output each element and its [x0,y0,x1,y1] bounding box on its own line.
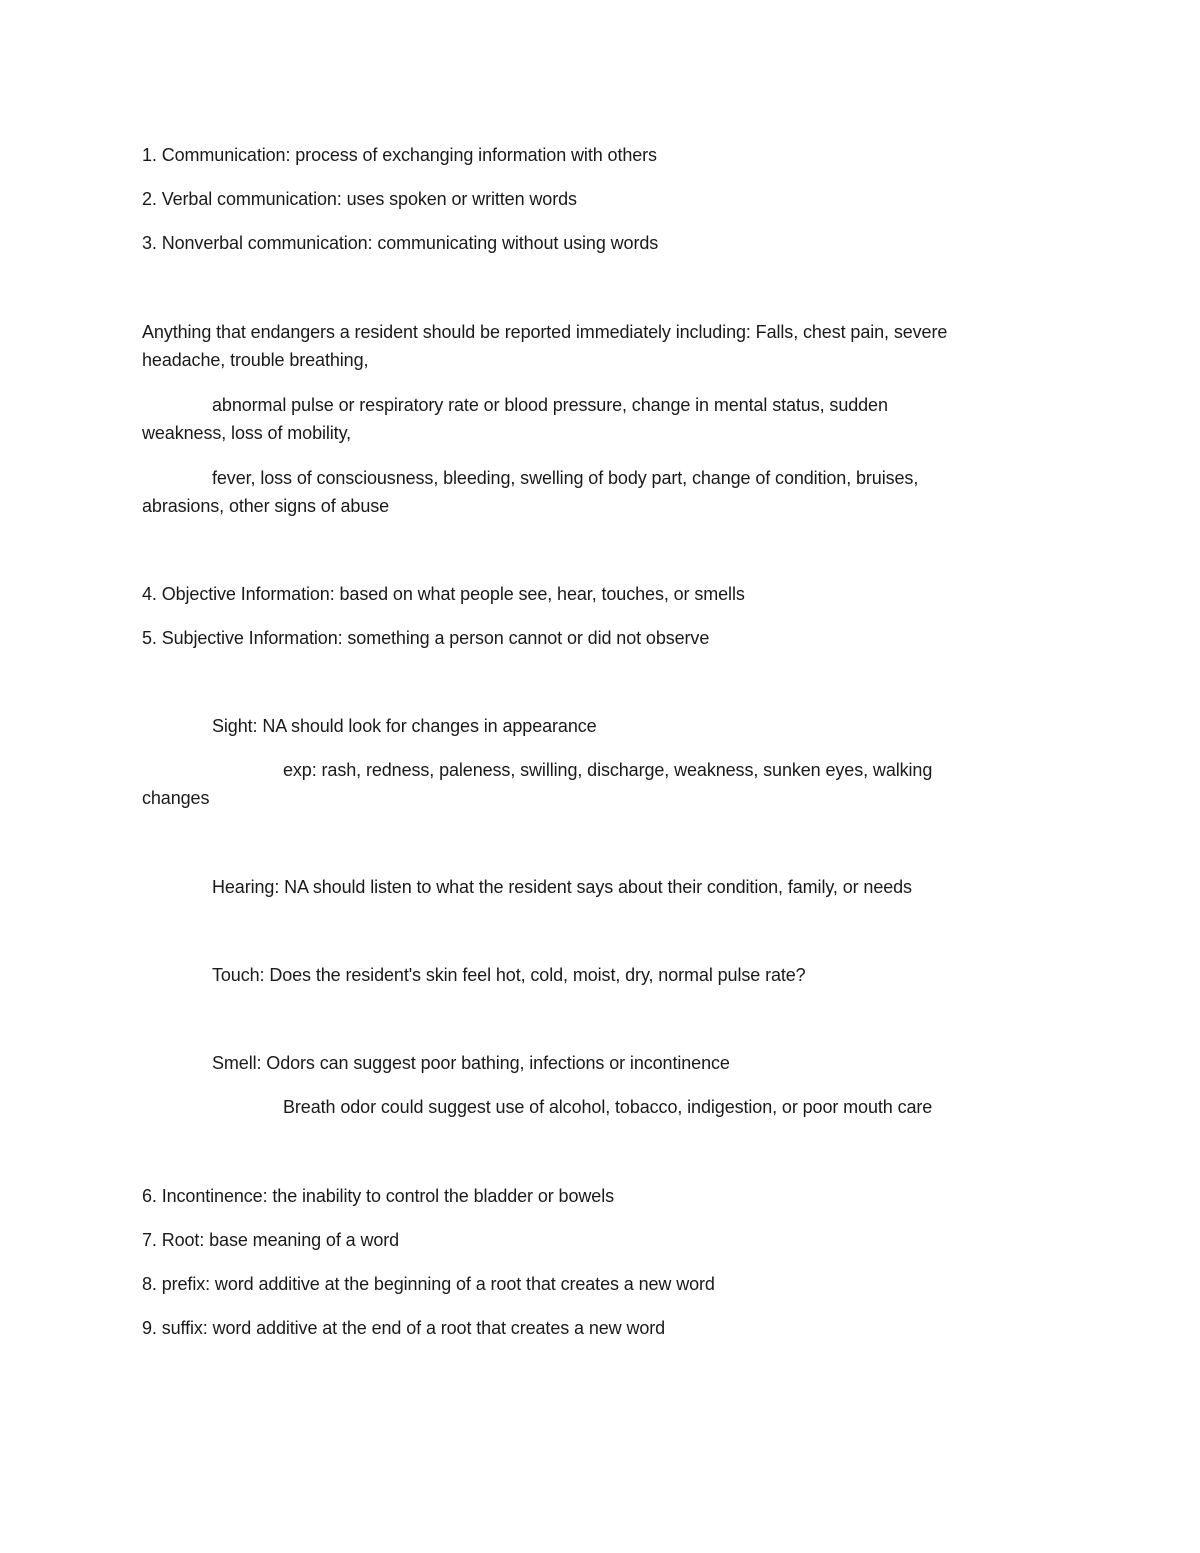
definition-objective-information: 4. Objective Information: based on what people see, hear, touches, or smells [142,584,745,604]
definition-incontinence: 6. Incontinence: the inability to control the bladder or bowels [142,1186,614,1206]
definition-subjective-information: 5. Subjective Information: something a person cannot or did not observe [142,628,710,648]
reporting-paragraph-line: headache, trouble breathing, [142,350,369,370]
sense-touch: Touch: Does the resident's skin feel hot, cold, moist, dry, normal pulse rate? [212,965,806,985]
sense-sight-example: exp: rash, redness, paleness, swilling, discharge, weakness, sunken eyes, walking [283,760,933,780]
definition-communication: 1. Communication: process of exchanging information with others [142,145,657,165]
definition-verbal-communication: 2. Verbal communication: uses spoken or written words [142,189,577,209]
sense-smell: Smell: Odors can suggest poor bathing, infections or incontinence [212,1053,730,1073]
definition-prefix: 8. prefix: word additive at the beginning of a root that creates a new word [142,1274,715,1294]
sense-sight: Sight: NA should look for changes in appearance [212,716,597,736]
sense-hearing: Hearing: NA should listen to what the resident says about their condition, family, or needs [212,877,912,897]
definition-suffix: 9. suffix: word additive at the end of a root that creates a new word [142,1318,666,1338]
reporting-paragraph-line: weakness, loss of mobility, [142,423,352,443]
reporting-paragraph-line: Anything that endangers a resident should be reported immediately including: Falls, chest pain, severe [142,322,948,342]
sense-sight-example-continued: changes [142,788,210,808]
definition-root: 7. Root: base meaning of a word [142,1230,400,1250]
definition-nonverbal-communication: 3. Nonverbal communication: communicating without using words [142,233,659,253]
reporting-paragraph-line: fever, loss of consciousness, bleeding, swelling of body part, change of condition, bruises, [212,468,919,488]
reporting-paragraph-line: abrasions, other signs of abuse [142,496,390,516]
reporting-paragraph-line: abnormal pulse or respiratory rate or blood pressure, change in mental status, sudden [212,395,888,415]
sense-smell-example: Breath odor could suggest use of alcohol, tobacco, indigestion, or poor mouth care [283,1097,933,1117]
